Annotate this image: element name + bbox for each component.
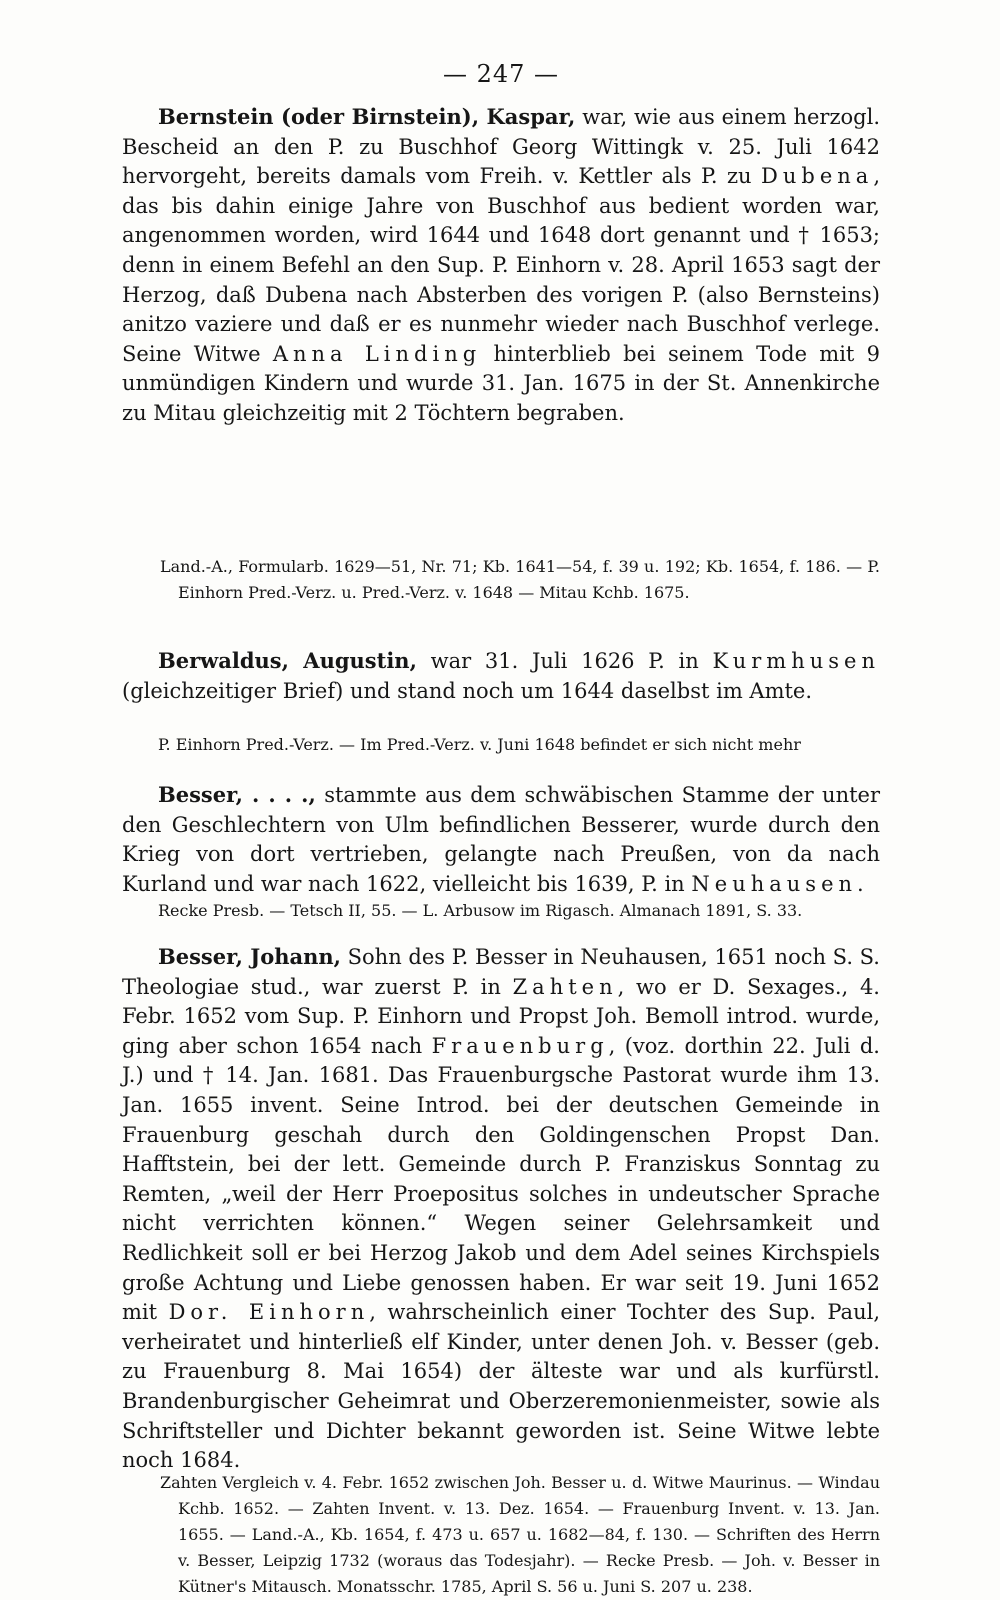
entry-besser [122,780,880,898]
entry-name: Besser, . . . ., [158,782,316,807]
entry-sources: P. Einhorn Pred.-Verz. — Im Pred.-Verz. v. Juni 1648 befindet er sich nicht mehr [158,735,801,754]
entry-berwaldus [122,646,880,732]
place-name: Neuhausen [691,871,858,896]
page-number: — 247 — [442,60,560,88]
entry-text: Berwaldus, Augustin, war 31. Juli 1626 P. in Kurmhusen (gleichzeitiger Brief) und stand noch um 1644 daselbst im Amte. [122,648,880,703]
entry-name: Berwaldus, Augustin, [158,648,417,673]
entry-sources: Land.-A., Formularb. 1629—51, Nr. 71; Kb. 1641—54, f. 39 u. 192; Kb. 1654, f. 186. — P. Einhorn Pred.-Verz. u. Pred.-Verz. v. 1648 — Mitau Kchb. 1675. [160,557,880,602]
entry-text: Bernstein (oder Birnstein), Kaspar, war, wie aus einem herzogl. Bescheid an den P. zu Buschhof Georg Wittingk v. 25. Juli 1642 hervorgeht, bereits damals vom Freih. v. Kettler als P. zu Dubena, das bis dahin einige Jahre von Buschhof aus bedient worden war, angenommen worden, wird 1644 und 1648 dort genannt und † 1653; denn in einem Befehl an den Sup. P. Einhorn v. 28. April 1653 sagt der Herzog, daß Dubena nach Absterben des vorigen P. (also Bernsteins) anitzo vaziere und daß er es nunmehr wieder nach Buschhof verlege. Seine Witwe Anna Linding hinterblieb bei seinem Tode mit 9 unmündigen Kindern und wurde 31. Jan. 1675 in der St. Annenkirche zu Mitau gleichzeitig mit 2 Töchtern begraben. [122,104,881,425]
entry-sources: Zahten Vergleich v. 4. Febr. 1652 zwischen Joh. Besser u. d. Witwe Maurinus. — Windau Kchb. 1652. — Zahten Invent. v. 13. Dez. 1654. — Frauenburg Invent. v. 13. Jan. 1655. — Land.-A., Kb. 1654, f. 473 u. 657 u. 1682—84, f. 130. — Schriften des Herrn v. Besser, Leipzig 1732 (woraus das Todesjahr). — Recke Presb. — Joh. v. Besser in Kütner's Mitausch. Monatsschr. 1785, April S. 56 u. Juni S. 207 u. 238. [160,1473,880,1596]
place-name: Zahten [512,974,618,999]
entry-besser-johann [122,942,880,1473]
place-name: Frauenburg [431,1033,609,1058]
entry-sources: Recke Presb. — Tetsch II, 55. — L. Arbusow im Rigasch. Almanach 1891, S. 33. [158,901,803,920]
person-name: Anna Linding [272,341,482,366]
entry-name: Bernstein (oder Birnstein), Kaspar, [158,104,576,129]
entry-bernstein [122,102,880,554]
entry-name: Besser, Johann, [158,944,341,969]
place-name: Kurmhusen [712,649,880,673]
place-name: Dubena [761,164,874,189]
entry-text: Besser, Johann, Sohn des P. Besser in Neuhausen, 1651 noch S. S. Theologiae stud., war zuerst P. in Zahten, wo er D. Sexages., 4. Febr. 1652 vom Sup. P. Einhorn und Propst Joh. Bemoll introd. wurde, ging aber schon 1654 nach Frauenburg, (voz. dorthin 22. Juli d. J.) und † 14. Jan. 1681. Das Frauenburgsche Pastorat wurde ihm 13. Jan. 1655 invent. Seine Introd. bei der deutschen Gemeinde in Frauenburg geschah durch den Goldingenschen Propst Dan. Hafftstein, bei der lett. Gemeinde durch P. Franziskus Sonntag zu Remten, „weil der Herr Proepositus solches in undeutscher Sprache nicht verrichten können.“ Wegen seiner Gelehrsamkeit und Redlichkeit soll er bei Herzog Jakob und dem Adel seines Kirchspiels große Achtung und Liebe genossen haben. Er war seit 19. Juni 1652 mit Dor. Einhorn, wahrscheinlich einer Tochter des Sup. Paul, verheiratet und hinterließ elf Kinder, unter denen Joh. v. Besser (geb. zu Frauenburg 8. Mai 1654) der älteste war und als kurfürstl. Brandenburgischer Geheimrat und Oberzeremonienmeister, sowie als Schriftsteller und Dichter bekannt geworden ist. Seine Witwe lebte noch 1684. [122,944,880,1473]
entry-text: Besser, . . . ., stammte aus dem schwäbischen Stamme der unter den Geschlechtern von Ulm befindlichen Besserer, wurde durch den Krieg von dort vertrieben, gelangte nach Preußen, von da nach Kurland und war nach 1622, vielleicht bis 1639, P. in Neuhausen. [122,782,880,896]
person-name: Dor. Einhorn [168,1300,370,1325]
